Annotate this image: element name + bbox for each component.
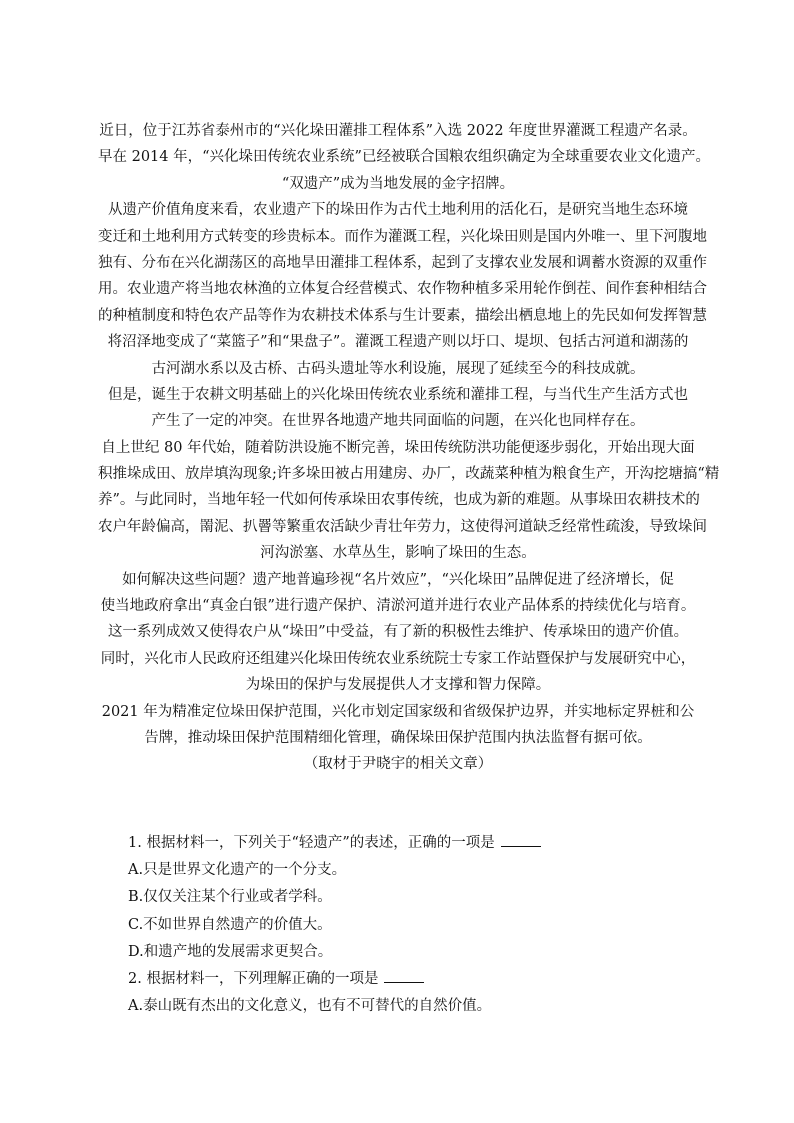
article-line: 用。农业遗产将当地农林渔的立体复合经营模式、农作物种植多采用轮作倒茬、间作套种相结合 xyxy=(98,281,707,298)
article-line: 的种植制度和特色农产品等作为农耕技术体系与生计要素，描绘出栖息地上的先民如何发挥智慧 xyxy=(98,307,707,324)
article-line: 自上世纪 80 年代始，随着防洪设施不断完善，垛田传统防洪功能便逐步弱化，开始出现大面 xyxy=(101,439,695,456)
article-line: 古河湖水系以及古桥、古码头遗址等水利设施，展现了延续至今的科技成就。 xyxy=(151,360,645,377)
article-body xyxy=(98,118,720,778)
article-line: 从遗产价值角度来看，农业遗产下的垛田作为古代土地利用的活化石，是研究当地生态环境 xyxy=(108,202,688,219)
question-2 xyxy=(128,966,688,993)
article-line: 积推垛成田、放岸填沟现象;许多垛田被占用建房、办厂，改蔬菜种植为粮食生产，开沟挖塘搞“精 xyxy=(98,466,720,483)
article-line: 独有、分布在兴化湖荡区的高地旱田灌排工程体系，起到了支撑农业发展和调蓄水资源的双重作 xyxy=(98,254,707,271)
article-line: 告牌，推动垛田保护范围精细化管理，确保垛田保护范围内执法监督有据可依。 xyxy=(144,729,652,746)
answer-blank xyxy=(501,832,541,847)
question-1-option-a: A.只是世界文化遗产的一个分支。 xyxy=(128,862,347,879)
article-line: 早在 2014 年，“兴化垛田传统农业系统”已经被联合国粮农组织确定为全球重要农业文化遗产。 xyxy=(98,149,710,166)
question-1-stem: 1. 根据材料一，下列关于“轻遗产”的表述，正确的一项是 xyxy=(128,835,495,851)
question-section xyxy=(128,830,688,1020)
article-line: 养”。与此同时，当地年轻一代如何传承垛田农事传统，也成为新的难题。从事垛田农耕技术的 xyxy=(98,492,700,509)
answer-blank xyxy=(384,968,424,983)
article-line: 产生了一定的冲突。在世界各地遗产地共同面临的问题，在兴化也同样存在。 xyxy=(151,413,645,430)
article-line: 2021 年为精准定位垛田保护范围，兴化市划定国家级和省级保护边界，并实地标定界桩和公 xyxy=(101,703,695,720)
question-1-option-b: B.仅仅关注某个行业或者学科。 xyxy=(128,889,332,906)
article-line: 农户年龄偏高，罱泥、扒罾等繁重农活缺少青壮年劳力，这使得河道缺乏经常性疏浚，导致垛间 xyxy=(98,518,707,535)
question-2-stem: 2. 根据材料一，下列理解正确的一项是 xyxy=(128,970,379,987)
article-line: 如何解决这些问题？遗产地普遍珍视“名片效应”，“兴化垛田”品牌促进了经济增长，促 xyxy=(122,571,674,588)
article-line: 将沼泽地变成了“菜篮子”和“果盘子”。灌溉工程遗产则以圩口、堤坝、包括古河道和湖荡的 xyxy=(107,334,689,351)
question-1 xyxy=(128,830,688,857)
article-line: 同时，兴化市人民政府还组建兴化垛田传统农业系统院士专家工作站暨保护与发展研究中心， xyxy=(100,650,696,667)
article-line: 使当地政府拿出“真金白银”进行遗产保护、清淤河道并进行农业产品体系的持续优化与培育。 xyxy=(100,598,696,615)
article-line: 这一系列成效又使得农户从“垛田”中受益，有了新的积极性去维护、传承垛田的遗产价值。 xyxy=(107,624,689,641)
article-line: 但是，诞生于农耕文明基础上的兴化垛田传统农业系统和灌排工程，与当代生产生活方式也 xyxy=(108,386,688,403)
article-line: 为垛田的保护与发展提供人才支撑和智力保障。 xyxy=(245,677,551,694)
article-source: （取材于尹晓宇的相关文章） xyxy=(303,756,493,773)
question-2-option-a: A.泰山既有杰出的文化意义，也有不可替代的自然价值。 xyxy=(128,998,492,1015)
question-1-option-d: D.和遗产地的发展需求更契合。 xyxy=(128,943,333,960)
article-line: 河沟淤塞、水草丛生，影响了垛田的生态。 xyxy=(260,545,536,562)
article-line: 近日，位于江苏省泰州市的“兴化垛田灌排工程体系”入选 2022 年度世界灌溉工程遗产名录。 xyxy=(99,123,697,139)
article-line: 变迁和土地利用方式转变的珍贵标本。而作为灌溉工程，兴化垛田则是国内外唯一、里下河腹地 xyxy=(98,228,707,245)
article-line: “双遗产”成为当地发展的金字招牌。 xyxy=(281,175,515,192)
question-1-option-c: C.不如世界自然遗产的价值大。 xyxy=(128,916,332,933)
